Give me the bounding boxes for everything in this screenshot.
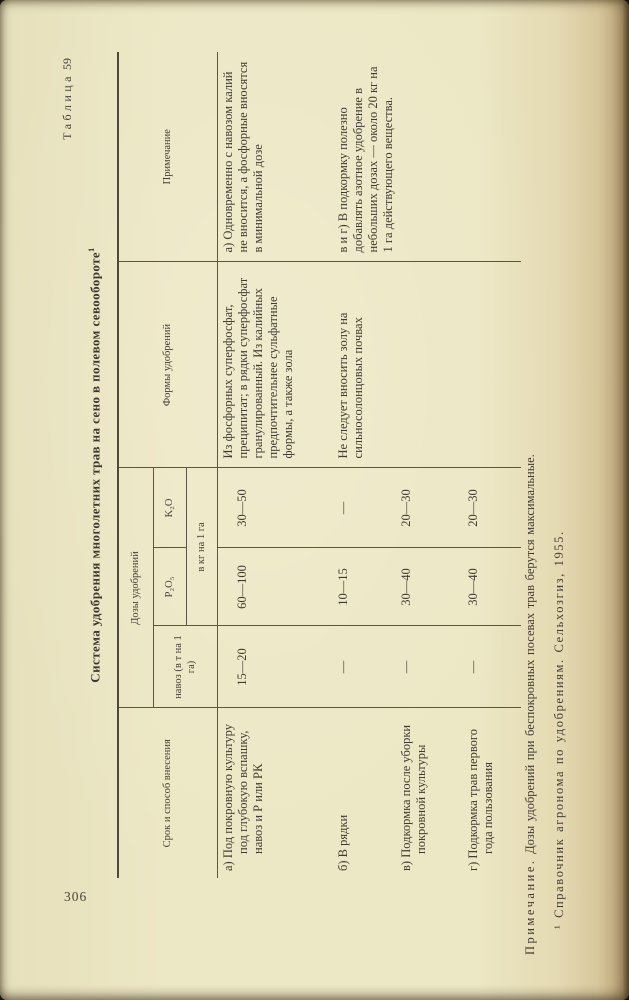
- table-row-b: [333, 52, 396, 878]
- row-b-k2o: —: [333, 468, 396, 548]
- col-header-forms: Формы удобрений: [118, 262, 218, 468]
- col-header-manure: навоз (в т на 1 га): [154, 626, 218, 708]
- row-g-timing: г) Подкормка трав первого года пользования: [465, 729, 495, 871]
- col-header-doses-group: Дозы удобрений: [118, 468, 154, 708]
- table-caption-number: 59: [60, 58, 74, 70]
- row-g-note: [463, 52, 521, 262]
- row-a-timing: а) Под покровную культуру под глубокую вспашку, навоз и Р или РК: [221, 724, 265, 871]
- col-header-k2o: K₂O: [154, 468, 187, 548]
- col-header-timing: Срок и способ внесения: [118, 708, 218, 878]
- row-a-k2o: 30—50: [218, 468, 333, 548]
- row-b-p2o5: 10—15: [333, 548, 396, 626]
- table-caption-word: Таблица: [60, 73, 74, 140]
- page-number: 306: [64, 889, 88, 904]
- row-b-forms: Не следует вносить золу на сильносолонцовых почвах: [333, 262, 396, 468]
- table-title: [86, 52, 103, 878]
- row-a-manure: 15—20: [218, 626, 333, 708]
- fertilizer-system-table: [117, 52, 521, 878]
- row-b-timing: б) В рядки: [335, 814, 350, 871]
- row-v-k2o: 20—30: [396, 468, 463, 548]
- col-header-p2o5: P₂O₅: [154, 548, 187, 626]
- row-a-forms: Из фосфорных суперфосфат, преципитат; в рядки суперфосфат гранулированный. Из калийных предпочтительнее сульфатные формы, а также зола: [218, 262, 333, 468]
- row-b-manure: —: [333, 626, 396, 708]
- row-v-manure: —: [396, 626, 463, 708]
- table-title-text: Система удобрения многолетних трав на сено в полевом севообороте: [87, 251, 103, 683]
- row-v-p2o5: 30—40: [396, 548, 463, 626]
- table-row-a: [218, 52, 333, 878]
- row-v-note: [396, 52, 463, 262]
- row-g-p2o5: 30—40: [463, 548, 521, 626]
- row-a-note: а) Одновременно с навозом калий не вносится, а фосфорные вносятся в минимальной дозе: [218, 52, 333, 262]
- row-b-note: в и г) В подкормку полезно добавлять азотное удобрение в небольших дозах — около 20 кг на 1 га действующего вещества.: [333, 52, 396, 262]
- col-header-note: Примечание: [118, 52, 218, 262]
- table-row-v: [396, 52, 463, 878]
- table-row-g: [463, 52, 521, 878]
- row-v-timing: в) Подкормка после уборки покровной культуры: [398, 724, 428, 871]
- row-v-forms: [396, 262, 463, 468]
- bottom-note-label: Примечание.: [523, 858, 537, 955]
- header-row-1: [118, 52, 154, 878]
- row-g-manure: —: [463, 626, 521, 708]
- row-g-k2o: 20—30: [463, 468, 521, 548]
- title-footnote-mark: 1: [86, 247, 96, 252]
- footnote: ¹ Справочник агронома по удобрениям. Сельхозгиз, 1955.: [552, 530, 566, 929]
- rotated-table-area: [55, 40, 580, 990]
- table-caption: [60, 58, 75, 878]
- row-a-p2o5: 60—100: [218, 548, 333, 626]
- row-g-forms: [463, 262, 521, 468]
- col-header-kg-unit: в кг на 1 га: [187, 468, 218, 626]
- bottom-note-text: Дозы удобрений при беспокровных посевах трав берутся максимальные.: [523, 454, 537, 854]
- bottom-note: [523, 59, 538, 977]
